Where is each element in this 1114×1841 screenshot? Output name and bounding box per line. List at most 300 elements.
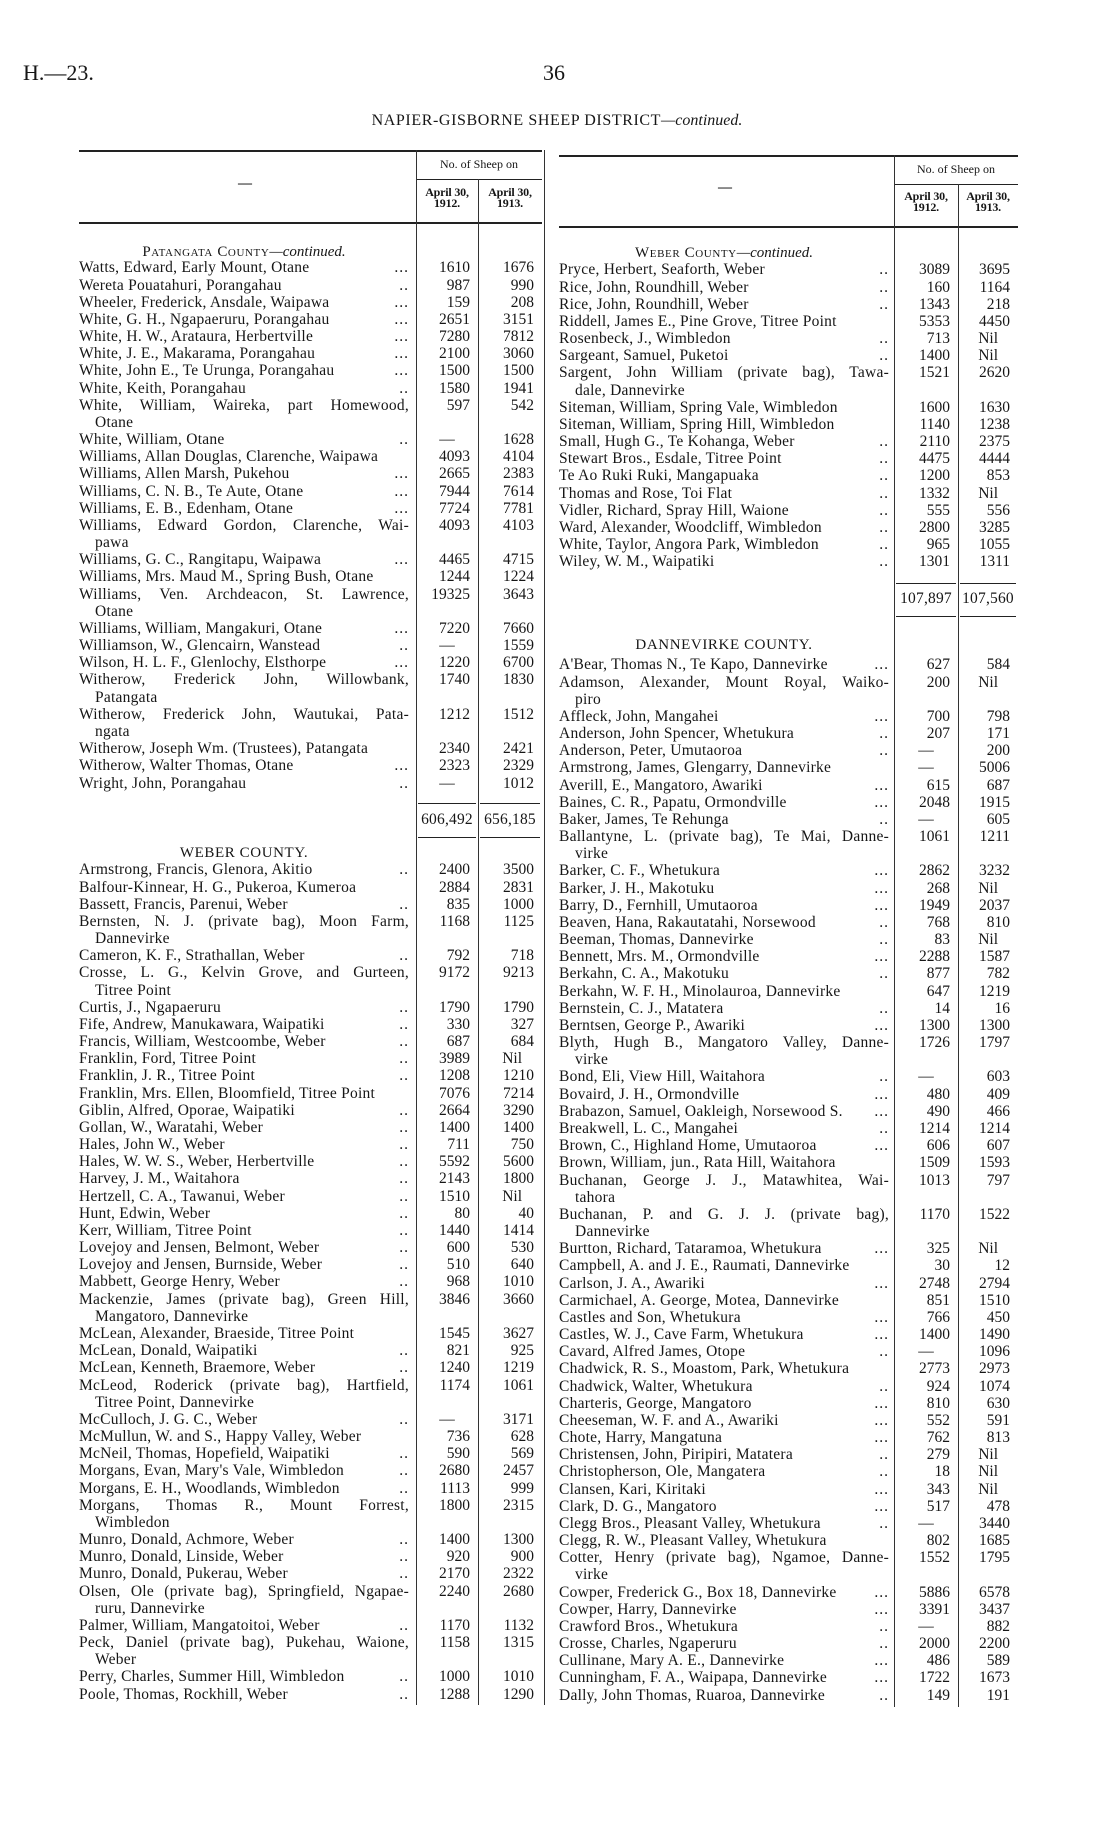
owner-text: Williams, Mrs. Maud M., Spring Bush, Otane — [79, 568, 374, 586]
sheep-1913: 1676 — [503, 259, 534, 277]
sheep-1912: 711 — [447, 1136, 470, 1154]
sheep-1913: 1512 — [503, 705, 534, 723]
sheep-1912: 1949 — [919, 896, 950, 914]
dot-leader: ... — [874, 948, 889, 966]
table-row — [559, 536, 1018, 553]
sheep-1912: 2170 — [439, 1565, 470, 1583]
table-row — [79, 568, 542, 585]
sheep-1913: 1311 — [979, 553, 1010, 571]
dot-leader: .. — [399, 431, 409, 449]
owner-name — [79, 517, 409, 534]
dot-leader: .. — [879, 518, 889, 536]
table-row — [559, 1086, 1018, 1103]
owner-name — [559, 1360, 889, 1377]
owner-text-continued: Patangata — [95, 688, 158, 706]
table-row — [559, 450, 1018, 467]
sheep-1913: 1290 — [503, 1685, 534, 1703]
owner-name — [559, 948, 889, 965]
sheep-1913: 4715 — [503, 551, 534, 569]
table-row — [559, 1172, 1018, 1206]
table-row — [79, 637, 542, 654]
sheep-1913: Nil — [978, 484, 998, 502]
owner-text: Franklin, Ford, Titree Point — [79, 1050, 257, 1068]
owner-text: Carmichael, A. George, Motea, Dannevirke — [559, 1291, 840, 1309]
owner-name — [79, 1668, 409, 1685]
sheep-1912: 1726 — [919, 1034, 950, 1052]
sheep-1912: 1440 — [439, 1221, 470, 1239]
table-row — [559, 1257, 1018, 1274]
owner-text: Siteman, William, Spring Hill, Wimbledon — [559, 415, 835, 433]
dot-leader: .. — [879, 330, 889, 348]
table-row — [559, 965, 1018, 982]
owner-text-continued: Mangatoro, Dannevirke — [95, 1307, 249, 1325]
sheep-1912: 606 — [926, 1137, 950, 1155]
sheep-1912: — — [439, 774, 455, 792]
sheep-1912: 3989 — [439, 1050, 470, 1068]
sheep-1913: 603 — [986, 1068, 1010, 1086]
sheep-1913: 718 — [510, 947, 534, 965]
dot-leader: ... — [874, 1308, 889, 1326]
owner-text: White, H. W., Arataura, Herbertville — [79, 328, 314, 346]
owner-name — [79, 1617, 409, 1634]
owner-text: Cullinane, Mary A. E., Dannevirke — [559, 1652, 785, 1670]
sheep-1913: 1010 — [503, 1668, 534, 1686]
sheep-1913: 1915 — [979, 793, 1010, 811]
sheep-1912: 1500 — [439, 362, 470, 380]
dot-leader: .. — [399, 1204, 409, 1222]
sheep-1912: 2665 — [439, 465, 470, 483]
table-row — [559, 1360, 1018, 1377]
sheep-1913: 9213 — [503, 964, 534, 982]
sheep-1913: 1797 — [979, 1034, 1010, 1052]
owner-name — [559, 433, 889, 450]
sheep-1913: 853 — [986, 467, 1010, 485]
sheep-1912: 1174 — [439, 1376, 470, 1394]
owner-text: Fife, Andrew, Manukawara, Waipatiki — [79, 1015, 325, 1033]
table-row — [559, 347, 1018, 364]
dot-leader: .. — [879, 347, 889, 365]
sheep-1912: 2000 — [919, 1635, 950, 1653]
table-row — [559, 1601, 1018, 1618]
table-row — [79, 277, 542, 294]
sheep-1912: 2143 — [439, 1170, 470, 1188]
sheep-1912: 1610 — [439, 259, 470, 277]
sheep-1912: 343 — [926, 1480, 950, 1498]
sheep-1912: 615 — [926, 776, 950, 794]
table-row — [559, 330, 1018, 347]
owner-text: Ballantyne, L. (private bag), Te Mai, Danne- — [559, 828, 889, 846]
sheep-1913: 607 — [986, 1137, 1010, 1155]
dot-leader: .. — [399, 1050, 409, 1068]
sheep-1913: 5006 — [979, 759, 1010, 777]
sheep-1913: 2620 — [979, 364, 1010, 382]
dot-leader: ... — [874, 1411, 889, 1429]
owner-name — [79, 431, 409, 448]
sheep-1912: 1343 — [919, 295, 950, 313]
owner-name — [79, 1445, 409, 1462]
dot-leader: .. — [399, 1565, 409, 1583]
sheep-1913: 1074 — [979, 1377, 1010, 1395]
sheep-1912: — — [918, 810, 934, 828]
sheep-1912: 1158 — [439, 1634, 470, 1652]
sheep-1913: 2322 — [503, 1565, 534, 1583]
owner-text: Lovejoy and Jensen, Burnside, Weber — [79, 1256, 323, 1274]
owner-text: White, Keith, Porangahau — [79, 379, 246, 397]
owner-name — [79, 740, 409, 757]
owner-name — [559, 931, 889, 948]
year-line: 1913. — [974, 200, 1001, 214]
sheep-1912: 7220 — [439, 619, 470, 637]
sheep-1913: 7660 — [503, 619, 534, 637]
dot-leader: ... — [394, 654, 409, 672]
owner-text: Berntsen, George P., Awariki — [559, 1016, 746, 1034]
table-row — [79, 380, 542, 397]
owner-text: Bond, Eli, View Hill, Waitahora — [559, 1068, 766, 1086]
sheep-1913: 7214 — [503, 1084, 534, 1102]
table-row — [79, 1188, 542, 1205]
owner-text-continued: Weber — [95, 1651, 137, 1669]
table-row — [79, 1634, 542, 1668]
dot-leader: .. — [399, 1015, 409, 1033]
table-row — [79, 294, 542, 311]
dot-leader: ... — [874, 1016, 889, 1034]
owner-name — [79, 328, 409, 345]
table-row — [79, 757, 542, 774]
dot-leader: ... — [394, 259, 409, 277]
table-row — [559, 1652, 1018, 1669]
sheep-1912: 80 — [454, 1204, 470, 1222]
sheep-1913: 3232 — [979, 862, 1010, 880]
dot-leader: .. — [879, 467, 889, 485]
owner-name — [559, 1652, 889, 1669]
owner-name — [79, 294, 409, 311]
owner-name — [79, 568, 409, 585]
sheep-1912: 1510 — [439, 1187, 470, 1205]
owner-name — [79, 1325, 409, 1342]
county-name: DANNEVIRKE COUNTY. — [635, 636, 813, 653]
owner-name — [79, 1119, 409, 1136]
owner-text: Baines, C. R., Papatu, Ormondville — [559, 793, 787, 811]
owner-text: Williams, G. C., Rangitapu, Waipawa — [79, 551, 322, 569]
table-row — [559, 1309, 1018, 1326]
dot-leader: ... — [874, 1480, 889, 1498]
sheep-1912: 14 — [934, 999, 950, 1017]
owner-name — [79, 620, 409, 637]
owner-name — [79, 1085, 409, 1102]
table-row — [559, 828, 1018, 862]
sheep-1913: 478 — [986, 1497, 1010, 1515]
owner-name — [559, 1395, 889, 1412]
owner-text: Ward, Alexander, Woodcliff, Wimbledon — [559, 518, 822, 536]
table-row — [559, 983, 1018, 1000]
table-row — [559, 1275, 1018, 1292]
table-row — [79, 964, 542, 998]
sheep-1913: Nil — [978, 1240, 998, 1258]
table-row — [559, 1515, 1018, 1532]
sheep-1912: 597 — [446, 396, 470, 414]
owner-text: Buchanan, George J. J., Matawhitea, Wai- — [559, 1171, 889, 1189]
sheep-1913: 782 — [986, 965, 1010, 983]
sheep-1912: 2884 — [439, 878, 470, 896]
owner-text: Hales, W. W. S., Weber, Herbertville — [79, 1153, 315, 1171]
sheep-1913: 208 — [510, 293, 534, 311]
table-row — [559, 1017, 1018, 1034]
sheep-1912: 924 — [926, 1377, 950, 1395]
owner-text: Burtton, Richard, Tataramoa, Whetukura — [559, 1240, 822, 1258]
title-suffix: —continued. — [661, 112, 743, 129]
sheep-1912: 1214 — [919, 1119, 950, 1137]
dot-leader: ... — [874, 879, 889, 897]
owner-name — [79, 1102, 409, 1119]
sheep-1913: Nil — [502, 1050, 522, 1068]
owner-name — [559, 1635, 889, 1652]
total-rule — [960, 583, 1016, 584]
sheep-1913: 1238 — [979, 415, 1010, 433]
sheep-1913: 605 — [986, 810, 1010, 828]
owner-text: Anderson, John Spencer, Whetukura — [559, 725, 795, 743]
table-row — [559, 674, 1018, 708]
sheep-1912: 1168 — [439, 912, 470, 930]
owner-text-continued: tahora — [575, 1188, 616, 1206]
sheep-1913: 1559 — [503, 637, 534, 655]
sheep-1912: 968 — [446, 1273, 470, 1291]
owner-name — [79, 1548, 409, 1565]
owner-text: Clegg, R. W., Pleasant Valley, Whetukura — [559, 1532, 827, 1550]
sheep-1913: 1214 — [979, 1119, 1010, 1137]
dot-leader: ... — [394, 328, 409, 346]
owner-text: Buchanan, P. and G. J. J. (private bag), — [559, 1205, 889, 1223]
dot-leader: .. — [879, 1377, 889, 1395]
owner-text: Adamson, Alexander, Mount Royal, Waiko- — [559, 673, 889, 691]
table-row — [559, 1669, 1018, 1686]
owner-name — [559, 759, 889, 776]
dot-leader: .. — [879, 999, 889, 1017]
owner-text: White, J. E., Makarama, Porangahau — [79, 345, 316, 363]
sheep-1912: 2664 — [439, 1101, 470, 1119]
owner-name — [79, 1136, 409, 1153]
sheep-1912: 810 — [926, 1394, 950, 1412]
sheep-1913: 3060 — [503, 345, 534, 363]
sheep-1913: 3627 — [503, 1324, 534, 1342]
dot-leader: .. — [879, 1446, 889, 1464]
dot-leader: .. — [399, 1668, 409, 1686]
owner-name — [79, 913, 409, 930]
owner-name — [559, 656, 889, 673]
table-row — [79, 671, 542, 705]
owner-text: Williams, Allen Marsh, Pukehou — [79, 465, 290, 483]
table-row — [79, 740, 542, 757]
table-row — [559, 1000, 1018, 1017]
table-row — [79, 999, 542, 1016]
dot-leader: ... — [874, 793, 889, 811]
sheep-1913: 687 — [986, 776, 1010, 794]
dot-leader: ... — [874, 862, 889, 880]
sheep-1912: 30 — [934, 1257, 950, 1275]
owner-text: Williams, William, Mangakuri, Otane — [79, 619, 323, 637]
sheep-1913: 3285 — [979, 518, 1010, 536]
sheep-1913: 2680 — [503, 1582, 534, 1600]
county-heading — [79, 244, 409, 261]
sheep-1912: 3089 — [919, 261, 950, 279]
owner-text-continued: dale, Dannevirke — [575, 381, 685, 399]
dot-leader: .. — [399, 1479, 409, 1497]
sheep-1912: 1509 — [919, 1154, 950, 1172]
owner-text: Stewart Bros., Esdale, Titree Point — [559, 450, 782, 468]
dot-leader: .. — [879, 810, 889, 828]
sheep-1913: 2037 — [979, 896, 1010, 914]
owner-text: Castles, W. J., Cave Farm, Whetukura — [559, 1326, 804, 1344]
table-row — [79, 1067, 542, 1084]
owner-text: Perry, Charles, Summer Hill, Wimbledon — [79, 1668, 345, 1686]
owner-text-continued: Wimbledon — [95, 1513, 170, 1531]
owner-text: Mackenzie, James (private bag), Green Hill, — [79, 1290, 409, 1308]
owner-text: Morgans, Evan, Mary's Vale, Wimbledon — [79, 1462, 344, 1480]
sheep-1913: 2329 — [503, 757, 534, 775]
dot-leader: .. — [879, 1514, 889, 1532]
owner-text-continued: ngata — [95, 722, 130, 740]
owner-text: Wiley, W. M., Waipatiki — [559, 553, 715, 571]
table-row — [559, 502, 1018, 519]
page-title — [0, 112, 1114, 130]
sheep-1913: 3695 — [979, 261, 1010, 279]
sheep-1913: 797 — [986, 1171, 1010, 1189]
owner-text: McMullun, W. and S., Happy Valley, Weber — [79, 1428, 362, 1445]
owner-text: Te Ao Ruki Ruki, Mangapuaka — [559, 467, 759, 485]
owner-text: Cowper, Frederick G., Box 18, Dannevirke — [559, 1583, 837, 1601]
sheep-1912: 200 — [926, 673, 950, 691]
table-row — [79, 1531, 542, 1548]
owner-name — [79, 586, 409, 603]
owner-text: Siteman, William, Spring Vale, Wimbledon — [559, 398, 838, 416]
owner-text-continued: piro — [575, 690, 601, 708]
owner-text: Witherow, Joseph Wm. (Trustees), Patangata — [79, 740, 369, 758]
sheep-1913: 556 — [986, 501, 1010, 519]
owner-name — [79, 362, 409, 379]
table-row — [79, 1085, 542, 1102]
table-row — [559, 1549, 1018, 1583]
sheep-1912: 1800 — [439, 1496, 470, 1514]
owner-text: McLean, Kenneth, Braemore, Weber — [79, 1359, 316, 1377]
header-top-rule — [79, 150, 542, 152]
owner-text: Franklin, J. R., Titree Point — [79, 1067, 256, 1085]
dot-leader: .. — [879, 261, 889, 279]
sheep-1913: 1628 — [503, 431, 534, 449]
header-sub-rule — [894, 184, 1018, 185]
sheep-1913: 1800 — [503, 1170, 534, 1188]
sheep-1913: Nil — [978, 347, 998, 365]
sheep-1912: 700 — [926, 707, 950, 725]
owner-text: Pryce, Herbert, Seaforth, Weber — [559, 261, 765, 279]
owner-name — [79, 671, 409, 688]
owner-text: Berkahn, C. A., Makotuku — [559, 965, 730, 983]
sheep-1913: Nil — [978, 330, 998, 348]
sheep-1912: 3391 — [919, 1600, 950, 1618]
sheep-1913: 1587 — [979, 948, 1010, 966]
owner-text: Williams, Allan Douglas, Clarenche, Waipawa — [79, 448, 379, 466]
sheep-1912: 627 — [926, 656, 950, 674]
table-row — [559, 1395, 1018, 1412]
sheep-1913: 12 — [994, 1257, 1010, 1275]
dot-leader: .. — [399, 1033, 409, 1051]
county-name: Weber County — [635, 244, 737, 261]
owner-name — [79, 1377, 409, 1394]
dot-leader: .. — [399, 1462, 409, 1480]
dot-leader: ... — [394, 482, 409, 500]
owner-name — [559, 725, 889, 742]
table-row — [79, 483, 542, 500]
owner-name — [79, 345, 409, 362]
sheep-1912: 7076 — [439, 1084, 470, 1102]
owner-name — [79, 1033, 409, 1050]
owner-text: Rice, John, Roundhill, Weber — [559, 278, 749, 296]
owner-text: Hertzell, C. A., Tawanui, Weber — [79, 1187, 285, 1205]
owner-name — [559, 1532, 889, 1549]
table-row — [559, 1618, 1018, 1635]
owner-name — [559, 279, 889, 296]
owner-name — [559, 862, 889, 879]
owner-name — [559, 1103, 889, 1120]
sheep-1913: 882 — [986, 1617, 1010, 1635]
header-bottom-rule — [79, 222, 542, 224]
owner-name — [559, 1481, 889, 1498]
owner-name — [559, 399, 889, 416]
owner-name — [559, 794, 889, 811]
dot-leader: ... — [874, 1652, 889, 1670]
owner-text: Castles and Son, Whetukura — [559, 1308, 741, 1326]
table-row — [79, 448, 542, 465]
owner-name — [79, 1634, 409, 1651]
sheep-1912: — — [918, 1617, 934, 1635]
owner-text: Chadwick, Walter, Whetukura — [559, 1377, 753, 1395]
dot-leader: .. — [399, 1170, 409, 1188]
owner-name — [559, 1343, 889, 1360]
dot-leader: .. — [399, 1548, 409, 1566]
sheep-1913: Nil — [978, 1446, 998, 1464]
owner-text: White, John E., Te Urunga, Porangahau — [79, 362, 335, 380]
sheep-1913: 589 — [986, 1652, 1010, 1670]
owner-name — [79, 1188, 409, 1205]
table-row — [79, 1239, 542, 1256]
sheep-1912: 1300 — [919, 1016, 950, 1034]
owner-name — [559, 485, 889, 502]
sheep-1913: 450 — [986, 1308, 1010, 1326]
owner-text: Williamson, W., Glencairn, Wanstead — [79, 637, 321, 655]
owner-text: Chote, Harry, Mangatuna — [559, 1429, 723, 1447]
sheep-1912: 5353 — [919, 312, 950, 330]
sheep-1912: 2748 — [919, 1274, 950, 1292]
column-header-1913 — [478, 187, 542, 209]
table-row — [79, 500, 542, 517]
sheep-1913: 750 — [510, 1136, 534, 1154]
dot-leader: .. — [399, 379, 409, 397]
sheep-1912: 987 — [446, 276, 470, 294]
table-row — [559, 1463, 1018, 1480]
sheep-1912: 486 — [926, 1652, 950, 1670]
owner-text: Williams, Ven. Archdeacon, St. Lawrence, — [79, 585, 409, 603]
sheep-1912: 792 — [446, 947, 470, 965]
owner-text-continued: Dannevirke — [575, 1222, 650, 1240]
owner-text: Munro, Donald, Pukerau, Weber — [79, 1565, 288, 1583]
dot-leader: .. — [399, 1342, 409, 1360]
sheep-1913: 1010 — [503, 1273, 534, 1291]
total-rule — [896, 583, 956, 584]
sheep-1913: 1219 — [979, 982, 1010, 1000]
sheep-1913: 3437 — [979, 1600, 1010, 1618]
dot-leader: .. — [399, 1067, 409, 1085]
sheep-1913: 7614 — [503, 482, 534, 500]
dot-leader: .. — [879, 553, 889, 571]
owner-text: Morgans, E. H., Woodlands, Wimbledon — [79, 1479, 340, 1497]
